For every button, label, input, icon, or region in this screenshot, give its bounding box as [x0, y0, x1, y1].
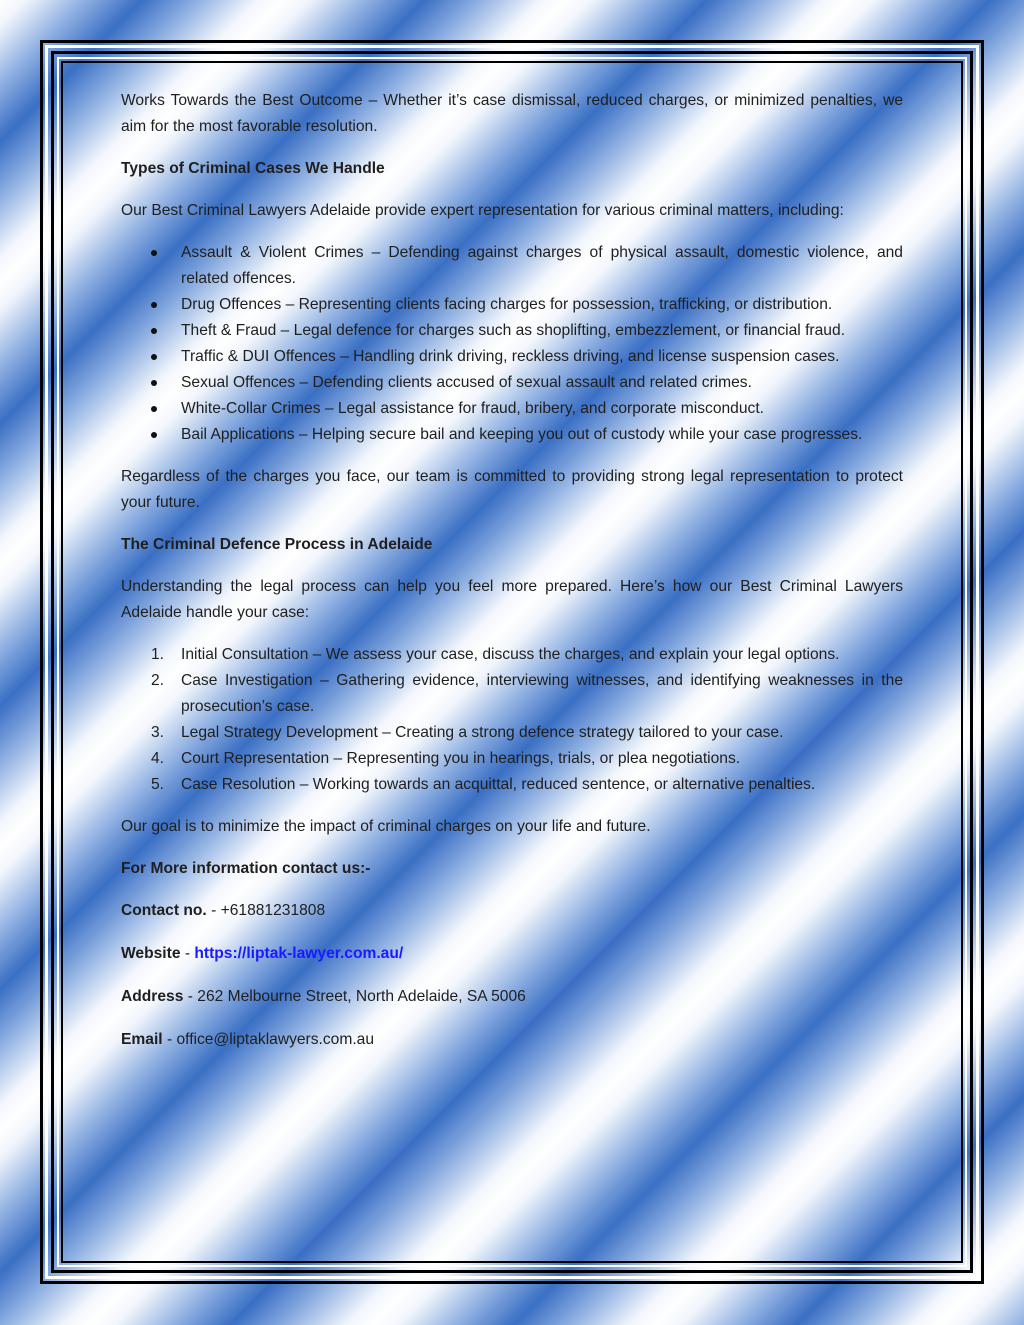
phone-number[interactable]: +61881231808 [220, 902, 326, 919]
list-item-text: White-Collar Crimes – Legal assistance for fraud, bribery, and corporate misconduct. [181, 400, 764, 417]
list-item-text: Sexual Offences – Defending clients accused of sexual assault and related crimes. [181, 374, 752, 391]
step-number: 2. [151, 672, 165, 689]
process-intro-paragraph: Understanding the legal process can help you feel more prepared. Here’s how our Best Criminal Lawyers Adelaide handle your case: [121, 578, 903, 621]
list-item [151, 668, 903, 720]
step-text: Case Investigation – Gathering evidence, interviewing witnesses, and identifying weaknesses in the prosecution’s case. [181, 672, 903, 715]
list-item-text: Assault & Violent Crimes – Defending against charges of physical assault, domestic violence, and related offences. [181, 244, 903, 287]
step-number: 3. [151, 724, 165, 741]
phone-label: Contact no. [121, 902, 207, 919]
bullet-icon [151, 328, 157, 334]
types-intro-paragraph: Our Best Criminal Lawyers Adelaide provide expert representation for various criminal matters, including: [121, 202, 844, 219]
list-item-text: Drug Offences – Representing clients facing charges for possession, trafficking, or distribution. [181, 296, 833, 313]
list-item [151, 746, 903, 772]
list-item [151, 720, 903, 746]
list-item [181, 422, 903, 448]
list-item-text: Bail Applications – Helping secure bail and keeping you out of custody while your case progresses. [181, 426, 863, 443]
step-text: Legal Strategy Development – Creating a strong defence strategy tailored to your case. [181, 724, 784, 741]
address-text: 262 Melbourne Street, North Adelaide, SA 5006 [197, 988, 526, 1005]
contact-website-line [121, 941, 903, 967]
document-body [121, 88, 903, 1070]
list-item [181, 344, 903, 370]
process-steps-list [121, 642, 903, 798]
list-item-text: Traffic & DUI Offences – Handling drink driving, reckless driving, and license suspension cases. [181, 348, 840, 365]
step-text: Court Representation – Representing you in hearings, trials, or plea negotiations. [181, 750, 741, 767]
website-link[interactable]: https://liptak-lawyer.com.au/ [194, 945, 404, 962]
list-item [181, 318, 903, 344]
bullet-icon [151, 302, 157, 308]
bullet-icon [151, 354, 157, 360]
list-item [181, 396, 903, 422]
separator: - [162, 1031, 177, 1048]
list-item [151, 642, 903, 668]
list-item [181, 240, 903, 292]
address-label: Address [121, 988, 184, 1005]
contact-address-line [121, 984, 903, 1010]
email-address[interactable]: office@liptaklawyers.com.au [176, 1031, 375, 1048]
step-number: 5. [151, 776, 165, 793]
list-item-text: Theft & Fraud – Legal defence for charges such as shoplifting, embezzlement, or financial fraud. [181, 322, 845, 339]
contact-phone-line [121, 898, 903, 924]
bullet-icon [151, 432, 157, 438]
bullet-icon [151, 380, 157, 386]
bullet-icon [151, 406, 157, 412]
regardless-paragraph: Regardless of the charges you face, our team is committed to providing strong legal representation to protect your future. [121, 468, 903, 511]
list-item [181, 370, 903, 396]
goal-paragraph: Our goal is to minimize the impact of criminal charges on your life and future. [121, 818, 651, 835]
separator: - [183, 988, 198, 1005]
website-label: Website [121, 945, 181, 962]
bullet-icon [151, 250, 157, 256]
case-types-list [121, 240, 903, 448]
intro-paragraph: Works Towards the Best Outcome – Whether it’s case dismissal, reduced charges, or minimized penalties, we aim for the most favorable resolution. [121, 92, 903, 135]
list-item [181, 292, 903, 318]
step-text: Case Resolution – Working towards an acquittal, reduced sentence, or alternative penalties. [181, 776, 816, 793]
process-heading: The Criminal Defence Process in Adelaide [121, 536, 433, 553]
email-label: Email [121, 1031, 163, 1048]
step-number: 1. [151, 646, 165, 663]
separator: - [206, 902, 221, 919]
contact-heading: For More information contact us:- [121, 860, 371, 877]
contact-email-line [121, 1027, 903, 1053]
step-text: Initial Consultation – We assess your case, discuss the charges, and explain your legal options. [181, 646, 840, 663]
list-item [151, 772, 903, 798]
step-number: 4. [151, 750, 165, 767]
types-heading: Types of Criminal Cases We Handle [121, 160, 385, 177]
separator: - [180, 945, 195, 962]
